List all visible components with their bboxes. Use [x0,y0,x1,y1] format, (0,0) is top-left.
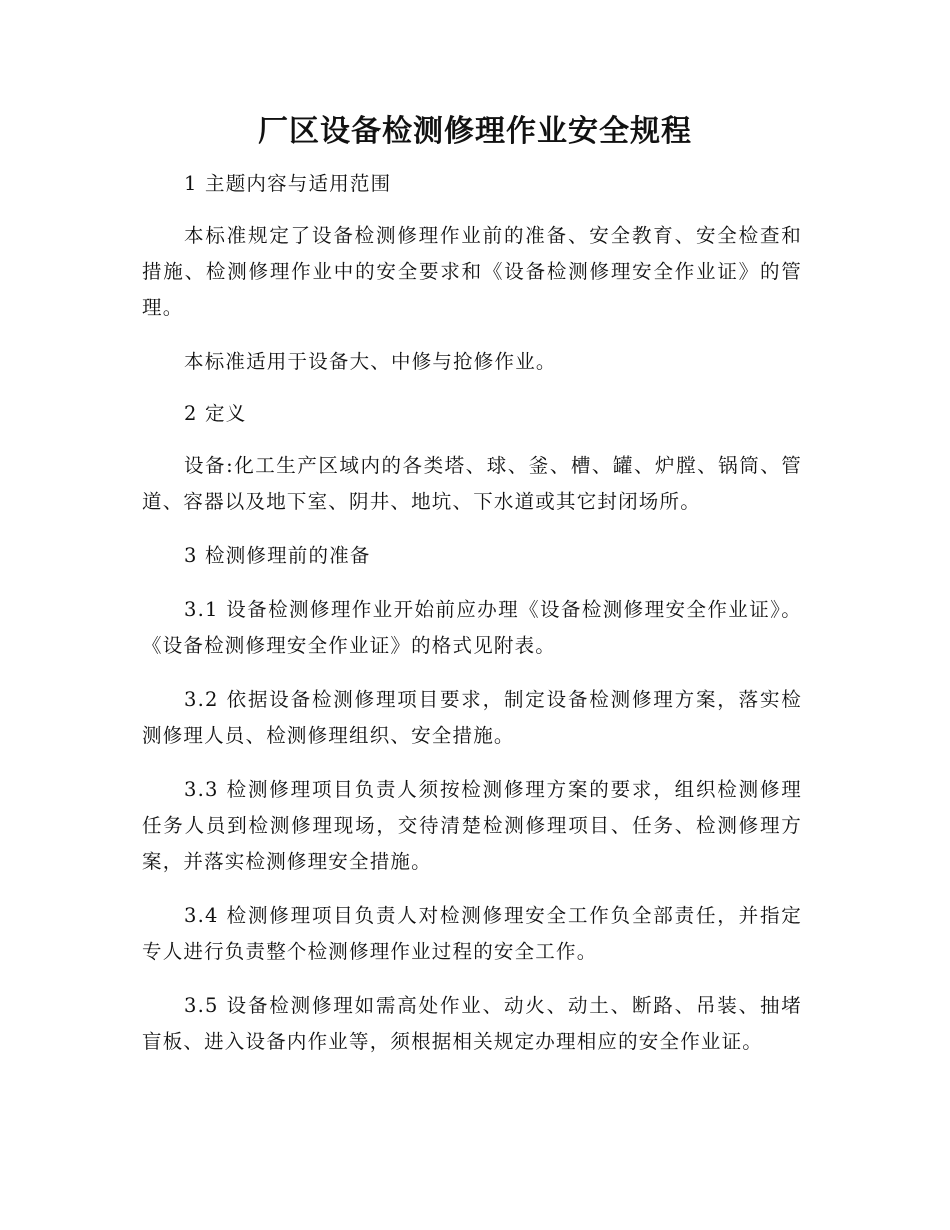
clause-3-5: 3.5 设备检测修理如需高处作业、动火、动土、断路、吊装、抽堵盲板、进入设备内作业等，须根据相关规定办理相应的安全作业证。 [142,994,802,1053]
paragraph-applicability: 本标准适用于设备大、中修与抢修作业。 [184,350,557,373]
section-heading-3: 3 检测修理前的准备 [184,544,371,567]
section-heading-1: 1 主题内容与适用范围 [184,172,392,195]
paragraph-scope: 本标准规定了设备检测修理作业前的准备、安全教育、安全检查和措施、检测修理作业中的安全要求和《设备检测修理安全作业证》的管理。 [142,224,802,319]
document-title: 厂区设备检测修理作业安全规程 [258,114,692,149]
clause-3-4: 3.4 检测修理项目负责人对检测修理安全工作负全部责任，并指定专人进行负责整个检测修理作业过程的安全工作。 [142,904,802,963]
clause-3-1: 3.1 设备检测修理作业开始前应办理《设备检测修理安全作业证》。《设备检测修理安全作业证》的格式见附表。 [142,598,802,657]
clause-3-2: 3.2 依据设备检测修理项目要求，制定设备检测修理方案，落实检测修理人员、检测修理组织、安全措施。 [142,688,802,747]
paragraph-definition: 设备:化工生产区域内的各类塔、球、釜、槽、罐、炉膛、锅筒、管道、容器以及地下室、阴井、地坑、下水道或其它封闭场所。 [142,454,802,513]
section-heading-2: 2 定义 [184,402,247,425]
clause-3-3: 3.3 检测修理项目负责人须按检测修理方案的要求，组织检测修理任务人员到检测修理现场，交待清楚检测修理项目、任务、检测修理方案，并落实检测修理安全措施。 [142,778,802,873]
